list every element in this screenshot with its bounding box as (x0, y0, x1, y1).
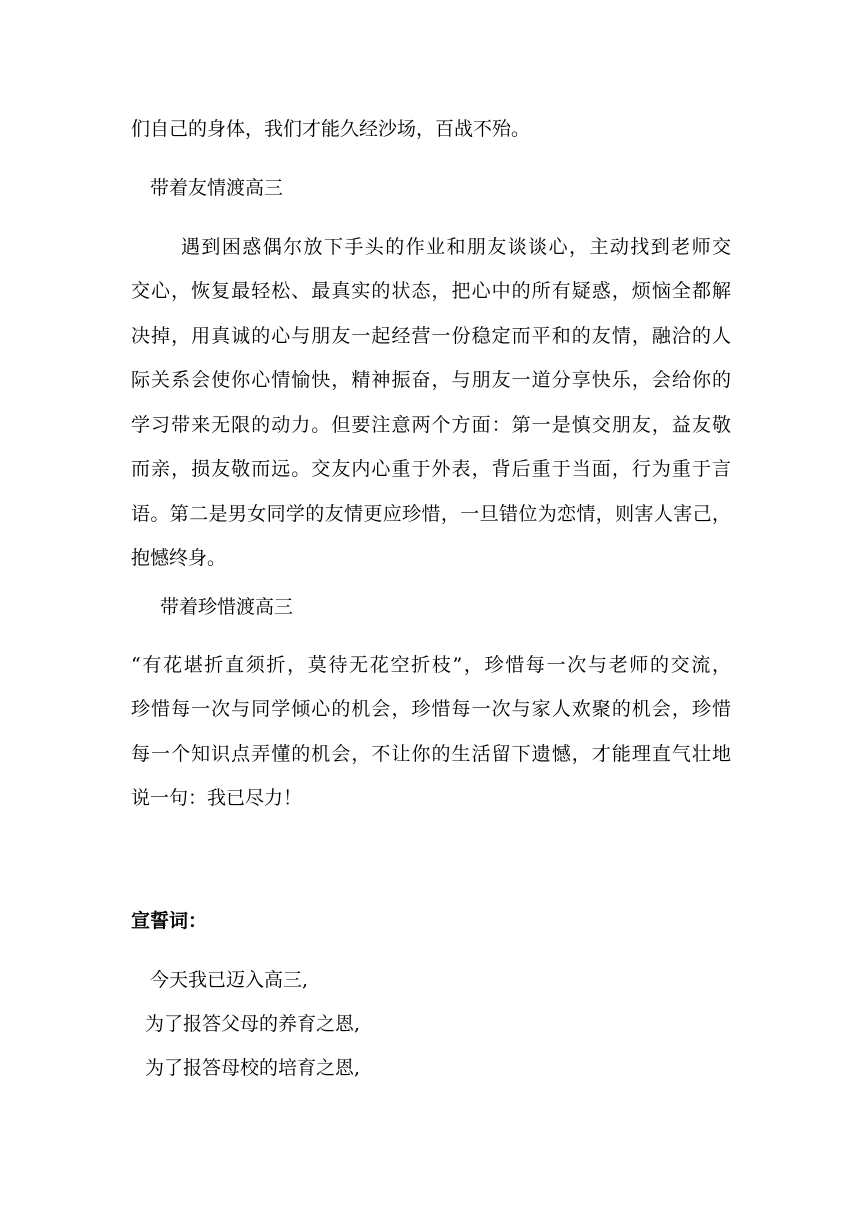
friendship-paragraph-line: 交心，恢复最轻松、最真实的状态，把心中的所有疑惑，烦恼全都解 (131, 280, 731, 302)
oath-title: 宣誓词： (131, 910, 208, 932)
cherish-paragraph-line: 珍惜每一次与同学倾心的机会，珍惜每一次与家人欢聚的机会，珍惜 (131, 698, 731, 720)
friendship-paragraph-line: 抱憾终身。 (131, 547, 227, 569)
friendship-paragraph-line: 学习带来无限的动力。但要注意两个方面：第一是慎交朋友，益友敬 (131, 414, 731, 436)
oath-line: 今天我已迈入高三, (150, 969, 309, 991)
cherish-paragraph-line: 说一句：我已尽力！ (131, 787, 303, 809)
oath-line: 为了报答父母的养育之恩, (145, 1013, 361, 1035)
paragraph-continuation-line: 们自己的身体，我们才能久经沙场，百战不殆。 (131, 118, 531, 140)
section-heading-cherish: 带着珍惜渡高三 (160, 596, 294, 618)
section-heading-friendship: 带着友情渡高三 (150, 177, 284, 199)
friendship-paragraph-line: 遇到困惑偶尔放下手头的作业和朋友谈谈心，主动找到老师交 (181, 236, 731, 258)
friendship-paragraph-line: 际关系会使你心情愉快，精神振奋，与朋友一道分享快乐，会给你的 (131, 369, 731, 391)
friendship-paragraph-line: 语。第二是男女同学的友情更应珍惜，一旦错位为恋情，则害人害己， (131, 503, 731, 525)
oath-line: 为了报答母校的培育之恩, (145, 1057, 361, 1079)
cherish-paragraph-line: “有花堪折直须折，莫待无花空折枝”，珍惜每一次与老师的交流， (131, 654, 731, 676)
cherish-paragraph-line: 每一个知识点弄懂的机会，不让你的生活留下遗憾，才能理直气壮地 (131, 743, 731, 765)
friendship-paragraph-line: 而亲，损友敬而远。交友内心重于外表，背后重于当面，行为重于言 (131, 458, 731, 480)
friendship-paragraph-line: 决掉，用真诚的心与朋友一起经营一份稳定而平和的友情，融洽的人 (131, 325, 731, 347)
